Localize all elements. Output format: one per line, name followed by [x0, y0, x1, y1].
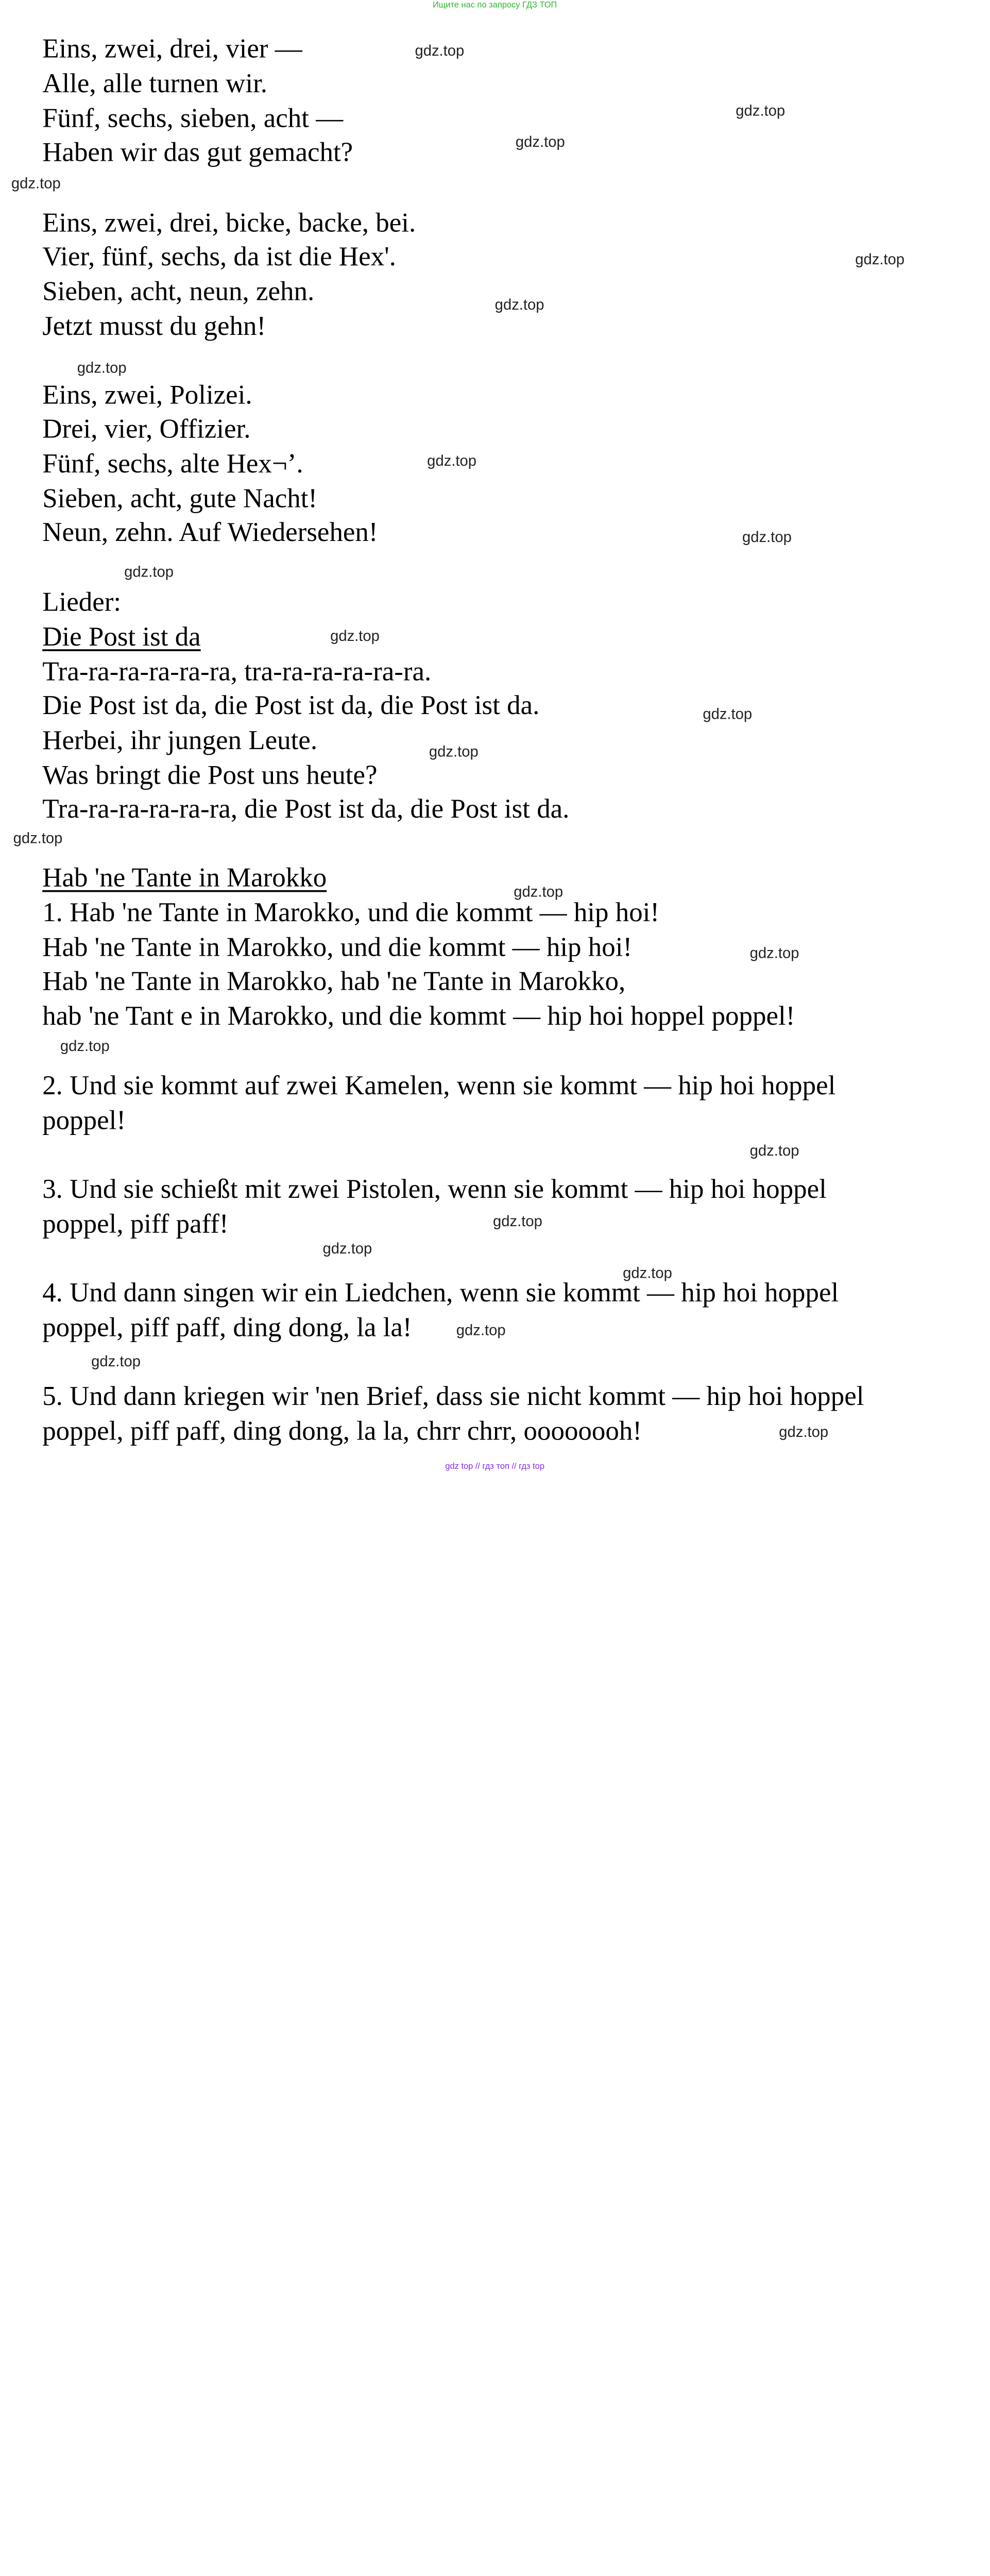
watermark: gdz.top [514, 884, 564, 901]
watermark: gdz.top [330, 629, 380, 645]
rhyme-line: Drei, vier, Offizier. [42, 414, 251, 445]
song-line: Tra-ra-ra-ra-ra-ra, tra-ra-ra-ra-ra-ra. [42, 656, 432, 687]
song-line: 4. Und dann singen wir ein Liedchen, wenn sie kommt — hip hoi hoppel [42, 1278, 839, 1308]
song-title: Die Post ist da [42, 622, 201, 652]
song-line: poppel, piff paff, ding dong, la la! [42, 1312, 412, 1343]
watermark: gdz.top [494, 297, 544, 314]
watermark: gdz.top [429, 744, 479, 760]
watermark: gdz.top [415, 43, 465, 60]
rhyme-line: Jetzt musst du gehn! [42, 311, 266, 342]
watermark: gdz.top [515, 134, 565, 151]
rhyme-line: Fünf, sechs, alte Hex¬’. [42, 449, 303, 479]
rhyme-line: Vier, fünf, sechs, da ist die Hex'. [42, 242, 396, 272]
song-line: poppel! [42, 1106, 126, 1136]
song-line: poppel, piff paff, ding dong, la la, chrr chrr, oooooooh! [42, 1416, 642, 1447]
watermark: gdz.top [60, 1039, 110, 1055]
rhyme-line: Eins, zwei, drei, bicke, backe, bei. [42, 208, 416, 239]
watermark: gdz.top [736, 103, 786, 120]
watermark: gdz.top [456, 1323, 506, 1339]
song-line: Tra-ra-ra-ra-ra-ra, die Post ist da, die Post ist da. [42, 794, 570, 824]
song-line: 1. Hab 'ne Tante in Marokko, und die kommt — hip hoi! [42, 897, 660, 928]
rhyme-line: Eins, zwei, Polizei. [42, 380, 252, 411]
watermark: gdz.top [749, 1143, 799, 1160]
watermark: gdz.top [493, 1214, 542, 1230]
watermark: gdz.top [742, 530, 792, 546]
song-line: hab 'ne Tant e in Marokko, und die kommt — hip hoi hoppel poppel! [42, 1001, 795, 1031]
rhyme-line: Alle, alle turnen wir. [42, 69, 268, 99]
songs-heading: Lieder: [42, 587, 122, 618]
song-title: Hab 'ne Tante in Marokko [42, 862, 327, 893]
song-line: 5. Und dann kriegen wir 'nen Brief, dass sie nicht kommt — hip hoi hoppel [42, 1381, 864, 1412]
watermark: gdz.top [779, 1425, 829, 1441]
watermark: gdz.top [322, 1241, 372, 1258]
watermark: gdz.top [13, 831, 63, 847]
watermark: gdz.top [11, 176, 61, 192]
rhyme-line: Sieben, acht, gute Nacht! [42, 483, 318, 514]
rhyme-line: Sieben, acht, neun, zehn. [42, 276, 315, 307]
song-line: poppel, piff paff! [42, 1209, 229, 1240]
watermark: gdz.top [77, 360, 127, 377]
watermark: gdz.top [749, 945, 799, 962]
song-line: Hab 'ne Tante in Marokko, hab 'ne Tante in Marokko, [42, 966, 626, 997]
rhyme-line: Eins, zwei, drei, vier — [42, 33, 302, 64]
watermark: gdz.top [124, 564, 174, 581]
watermark: gdz.top [855, 252, 905, 268]
watermark: gdz.top [703, 706, 753, 723]
watermark: gdz.top [91, 1354, 141, 1370]
watermark: gdz.top [623, 1265, 672, 1282]
page-header: Ищите нас по запросу ГДЗ ТОП [432, 0, 557, 10]
song-line: 2. Und sie kommt auf zwei Kamelen, wenn sie kommt — hip hoi hoppel [42, 1071, 836, 1101]
watermark: gdz.top [427, 453, 477, 470]
song-line: Was bringt die Post uns heute? [42, 760, 378, 791]
song-line: 3. Und sie schießt mit zwei Pistolen, wenn sie kommt — hip hoi hoppel [42, 1174, 827, 1205]
song-line: Hab 'ne Tante in Marokko, und die kommt — hip hoi! [42, 932, 633, 963]
song-line: Herbei, ihr jungen Leute. [42, 725, 318, 756]
rhyme-line: Neun, zehn. Auf Wiedersehen! [42, 517, 378, 548]
rhyme-line: Fünf, sechs, sieben, acht — [42, 103, 344, 134]
song-line: Die Post ist da, die Post ist da, die Post ist da. [42, 690, 540, 721]
page-footer: gdz top // гдз топ // гдз top [445, 1461, 544, 1471]
rhyme-line: Haben wir das gut gemacht? [42, 137, 353, 168]
